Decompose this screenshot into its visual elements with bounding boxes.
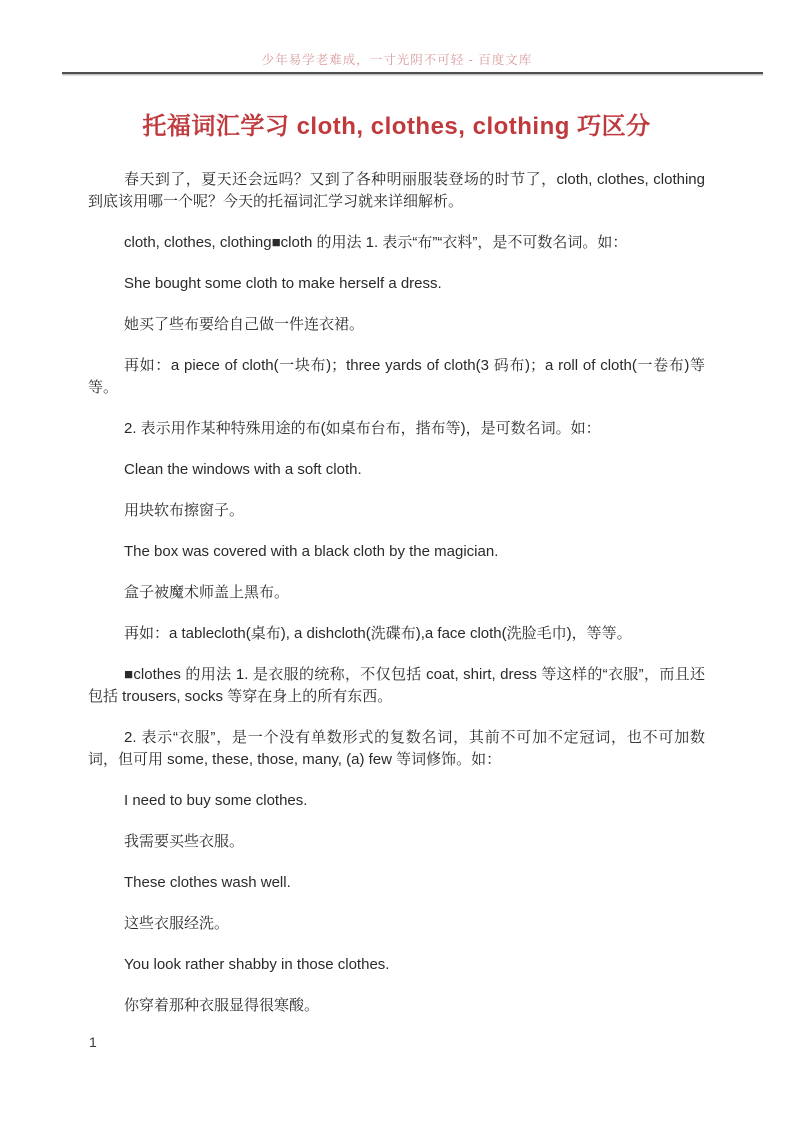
paragraph: These clothes wash well. bbox=[124, 874, 291, 891]
paragraph: The box was covered with a black cloth by the magician. bbox=[124, 543, 499, 560]
paragraph: Clean the windows with a soft cloth. bbox=[124, 461, 362, 478]
paragraph: 春天到了，夏天还会远吗？又到了各种明丽服装登场的时节了，cloth, clothes, clothing 到底该用哪一个呢？今天的托福词汇学习就来详细解析。 bbox=[88, 171, 705, 210]
paragraph: ■clothes 的用法 1. 是衣服的统称，不仅包括 coat, shirt, dress 等这样的“衣服”，而且还包括 trousers, socks 等穿在身上的所有东西。 bbox=[88, 666, 705, 705]
document-body bbox=[88, 74, 705, 1036]
page-header-motto: 少年易学老难成，一寸光阴不可轻 - 百度文库 bbox=[261, 53, 533, 67]
paragraph: 2. 表示“衣服”，是一个没有单数形式的复数名词，其前不可加不定冠词，也不可加数词，但可用 some, these, those, many, (a) few 等词修饰。如： bbox=[88, 729, 705, 768]
paragraph: 用块软布擦窗子。 bbox=[124, 502, 245, 519]
paragraph: 你穿着那种衣服显得很寒酸。 bbox=[124, 997, 320, 1014]
paragraph: 盒子被魔术师盖上黑布。 bbox=[124, 584, 290, 601]
paragraph: You look rather shabby in those clothes. bbox=[124, 956, 390, 973]
paragraph: cloth, clothes, clothing■cloth 的用法 1. 表示“布”“衣料”，是不可数名词。如： bbox=[124, 234, 628, 251]
paragraph: She bought some cloth to make herself a dress. bbox=[124, 275, 442, 292]
paragraph: 这些衣服经洗。 bbox=[124, 915, 230, 932]
paragraph: 我需要买些衣服。 bbox=[124, 833, 245, 850]
paragraph: 她买了些布要给自己做一件连衣裙。 bbox=[124, 316, 365, 333]
paragraph: I need to buy some clothes. bbox=[124, 792, 308, 809]
paragraph: 再如：a tablecloth(桌布), a dishcloth(洗碟布),a face cloth(洗脸毛巾)，等等。 bbox=[124, 625, 632, 642]
paragraph: 2. 表示用作某种特殊用途的布(如桌布台布，揩布等)，是可数名词。如： bbox=[124, 420, 601, 437]
page-number: 1 bbox=[89, 1034, 97, 1050]
paragraph-list bbox=[88, 169, 705, 1017]
document-title: 托福词汇学习 cloth, clothes, clothing 巧区分 bbox=[142, 113, 651, 140]
paragraph: 再如：a piece of cloth(一块布)；three yards of cloth(3 码布)；a roll of cloth(一卷布)等等。 bbox=[88, 357, 705, 396]
